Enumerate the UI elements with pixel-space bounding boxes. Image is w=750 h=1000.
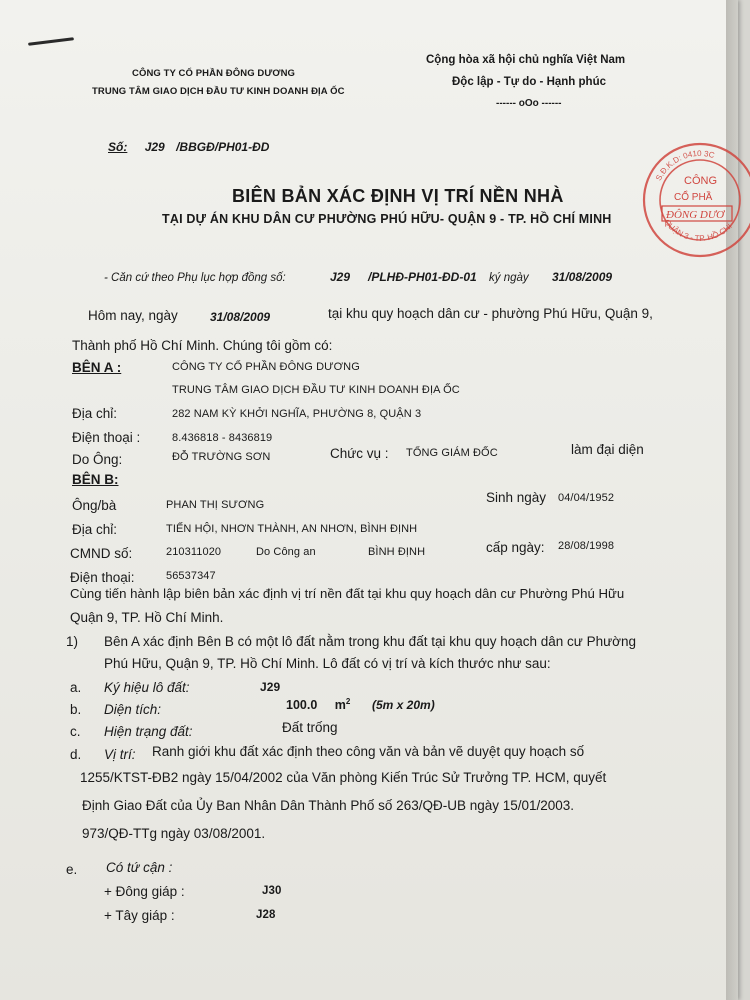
- party-a-role: làm đại diện: [571, 442, 644, 457]
- party-b-label: BÊN B:: [72, 472, 119, 487]
- party-b-person: PHAN THỊ SƯƠNG: [166, 499, 265, 511]
- party-b-dob: 04/04/1952: [558, 492, 615, 504]
- party-b-phone: 56537347: [166, 570, 216, 582]
- party-b-id-label: CMND số:: [70, 546, 133, 561]
- lot-b-dims: (5m x 20m): [372, 698, 435, 712]
- basis-text: - Căn cứ theo Phụ lục hợp đồng số:: [104, 272, 286, 284]
- lot-d-line4: 973/QĐ-TTg ngày 03/08/2001.: [82, 826, 266, 841]
- party-b-address-label: Địa chỉ:: [72, 522, 118, 537]
- stamp-center-bottom: ĐÔNG DƯƠ: [666, 209, 725, 221]
- company-stamp: [640, 140, 750, 260]
- party-a-company: CÔNG TY CỔ PHẦN ĐÔNG DƯƠNG: [172, 361, 360, 373]
- lot-c-text: Hiện trạng đất:: [104, 724, 193, 739]
- pen-mark: [28, 37, 74, 46]
- lot-a-label: a.: [70, 680, 82, 695]
- party-b-phone-label: Điện thoại:: [70, 570, 135, 585]
- party-b-address: TIẾN HỘI, NHƠN THÀNH, AN NHƠN, BÌNH ĐỊNH: [166, 523, 418, 535]
- east-border-value: J30: [262, 885, 282, 897]
- party-a-address: 282 NAM KỲ KHỞI NGHĨA, PHƯỜNG 8, QUẬN 3: [172, 408, 422, 420]
- stamp-center-top: CÔNG: [684, 175, 717, 187]
- lot-d-line2: 1255/KTST-ĐB2 ngày 15/04/2002 của Văn phòng Kiến Trúc Sử Trưởng TP. HCM, quyết: [80, 770, 607, 785]
- lot-a-text: Ký hiệu lô đất:: [104, 680, 190, 695]
- party-a-position: TỔNG GIÁM ĐỐC: [406, 447, 498, 459]
- lot-b-sup: 2: [345, 697, 351, 706]
- lot-a-value: J29: [260, 680, 281, 694]
- basis-contract-suffix: /PLHĐ-PH01-ĐD-01: [368, 270, 477, 284]
- doc-number-suffix: /BBGĐ/PH01-ĐD: [176, 140, 270, 154]
- basis-contract-no: J29: [330, 270, 351, 284]
- doc-number-label: Số:: [108, 140, 128, 154]
- lot-b-unit: m: [334, 698, 346, 713]
- header-center: TRUNG TÂM GIAO DỊCH ĐẦU TƯ KINH DOANH ĐỊA ỐC: [92, 86, 345, 97]
- party-a-center: TRUNG TÂM GIAO DỊCH ĐẦU TƯ KINH DOANH ĐỊA ỐC: [172, 384, 460, 396]
- east-border-label: + Đông giáp :: [104, 884, 185, 899]
- header-republic: Cộng hòa xã hội chủ nghĩa Việt Nam: [426, 54, 626, 66]
- item1-line2: Phú Hữu, Quận 9, TP. Hồ Chí Minh. Lô đất có vị trí và kích thước như sau:: [104, 656, 551, 671]
- intro-date: 31/08/2009: [210, 310, 271, 324]
- party-a-label: BÊN A :: [72, 360, 122, 375]
- party-b-issue-date-label: cấp ngày:: [486, 540, 545, 555]
- lot-d-text: Vị trí:: [104, 747, 136, 762]
- item1-line1: Bên A xác định Bên B có một lô đất nằm trong khu đất tại khu quy hoạch dân cư Phường: [104, 634, 637, 649]
- party-a-rep: ĐỖ TRƯỜNG SƠN: [172, 451, 271, 463]
- body-para1-line1: Cùng tiến hành lập biên bản xác định vị trí nền đất tại khu quy hoạch dân cư Phường Phú Hữu: [70, 586, 625, 601]
- party-a-phone: 8.436818 - 8436819: [172, 432, 273, 444]
- party-b-id: 210311020: [166, 546, 222, 558]
- doc-number: [108, 140, 269, 154]
- party-b-person-label: Ông/bà: [72, 498, 117, 513]
- intro-today: Hôm nay, ngày: [88, 308, 178, 323]
- lot-c-value: Đất trống: [282, 720, 338, 735]
- item1-number: 1): [66, 634, 79, 649]
- lot-b-value: 100.0: [286, 698, 318, 713]
- header-motto-rule: ------ oOo ------: [496, 98, 562, 109]
- stamp-bottom-text: QUẬN 3 - TP. HỒ CHÍ: [662, 217, 734, 243]
- party-a-phone-label: Điện thoại :: [72, 430, 141, 445]
- lot-e-label: e.: [66, 862, 78, 877]
- page-title: BIÊN BẢN XÁC ĐỊNH VỊ TRÍ NỀN NHÀ: [232, 186, 564, 206]
- west-border-label: + Tây giáp :: [104, 908, 175, 923]
- party-b-issue-date: 28/08/1998: [558, 540, 615, 552]
- party-a-position-label: Chức vụ :: [330, 446, 389, 461]
- lot-b-area: [286, 697, 350, 712]
- party-a-address-label: Địa chỉ:: [72, 406, 118, 421]
- lot-c-label: c.: [70, 724, 81, 739]
- party-b-issued-by-label: Do Công an: [256, 546, 316, 558]
- doc-number-value: J29: [144, 140, 165, 154]
- intro-place: tại khu quy hoạch dân cư - phường Phú Hữu, Quận 9,: [328, 306, 653, 321]
- party-b-issued-by: BÌNH ĐỊNH: [368, 546, 426, 558]
- party-a-rep-label: Do Ông:: [72, 452, 123, 467]
- stamp-top-text: S.Đ.K.D: 0410 3C: [653, 148, 716, 183]
- lot-d-line1: Ranh giới khu đất xác định theo công văn và bản vẽ duyệt quy hoạch số: [152, 744, 585, 759]
- body-para1-line2: Quận 9, TP. Hồ Chí Minh.: [70, 610, 224, 625]
- header-company: CÔNG TY CỔ PHẦN ĐÔNG DƯƠNG: [132, 68, 296, 79]
- intro-line2: Thành phố Hồ Chí Minh. Chúng tôi gồm có:: [72, 338, 333, 353]
- page-subtitle: TẠI DỰ ÁN KHU DÂN CƯ PHƯỜNG PHÚ HỮU- QUẬN 9 - TP. HỒ CHÍ MINH: [162, 212, 612, 226]
- lot-d-label: d.: [70, 747, 82, 762]
- party-b-dob-label: Sinh ngày: [486, 490, 547, 505]
- stamp-center-mid: CỔ PHẦ: [674, 192, 713, 203]
- lot-b-text: Diện tích:: [104, 702, 162, 717]
- lot-b-label: b.: [70, 702, 82, 717]
- lot-e-text: Có tứ cận :: [106, 860, 173, 875]
- basis-date: 31/08/2009: [552, 270, 613, 284]
- west-border-value: J28: [256, 909, 276, 921]
- header-motto: Độc lập - Tự do - Hạnh phúc: [452, 76, 606, 88]
- lot-d-line3: Định Giao Đất của Ủy Ban Nhân Dân Thành Phố số 263/QĐ-UB ngày 15/01/2003.: [82, 798, 575, 813]
- basis-date-label: ký ngày: [489, 272, 529, 284]
